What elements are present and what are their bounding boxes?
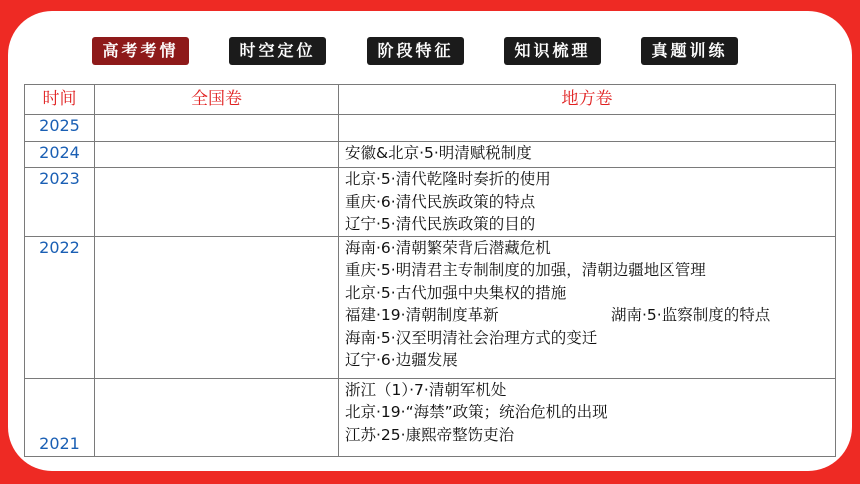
year-cell: 2021 [25,378,95,456]
local-cell [339,142,836,168]
local-cell [339,168,836,237]
national-cell [95,115,339,142]
local-item: 福建·19·清朝制度革新 [345,306,499,324]
local-item-pair [345,304,835,327]
local-item: 北京·19·“海禁”政策；统治危机的出现 [345,403,608,421]
header-time: 时间 [25,85,95,115]
local-item: 安徽&北京·5·明清赋税制度 [345,144,532,162]
table-row [25,142,836,168]
year-cell: 2024 [25,142,95,168]
tab-exam-overview[interactable]: 高考考情 [92,37,189,65]
local-cell [339,115,836,142]
national-cell [95,236,339,378]
local-item: 重庆·5·明清君主专制制度的加强，清朝边疆地区管理 [345,261,706,279]
local-item: 海南·5·汉至明清社会治理方式的变迁 [345,328,598,347]
local-item: 重庆·6·清代民族政策的特点 [345,192,536,211]
year-cell: 2023 [25,168,95,237]
local-item: 辽宁·6·边疆发展 [345,351,458,369]
header-national: 全国卷 [95,85,339,115]
national-cell [95,378,339,456]
local-item: 浙江（1）·7·清朝军机处 [345,380,507,399]
table-row [25,236,836,378]
tab-knowledge[interactable]: 知识梳理 [504,37,601,65]
local-item: 海南·6·清朝繁荣背后潜藏危机 [345,238,551,257]
local-item: 江苏·25·康熙帝整饬吏治 [345,425,515,444]
year-cell: 2022 [25,236,95,378]
local-item: 北京·5·古代加强中央集权的措施 [345,283,567,302]
table-row [25,115,836,142]
tab-bar [0,37,860,65]
tab-exam-practice[interactable]: 真题训练 [641,37,738,65]
national-cell [95,142,339,168]
table-row [25,378,836,456]
tab-stage-features[interactable]: 阶段特征 [367,37,464,65]
table-header-row [25,85,836,115]
local-item: 湖南·5·监察制度的特点 [611,306,771,324]
year-cell: 2025 [25,115,95,142]
local-cell [339,236,836,378]
local-cell [339,378,836,456]
table-row [25,168,836,237]
national-cell [95,168,339,237]
tab-time-space[interactable]: 时空定位 [229,37,326,65]
local-item: 辽宁·5·清代民族政策的目的 [345,215,536,233]
local-item: 北京·5·清代乾隆时奏折的使用 [345,170,551,188]
exam-table [24,84,836,457]
header-local: 地方卷 [339,85,836,115]
